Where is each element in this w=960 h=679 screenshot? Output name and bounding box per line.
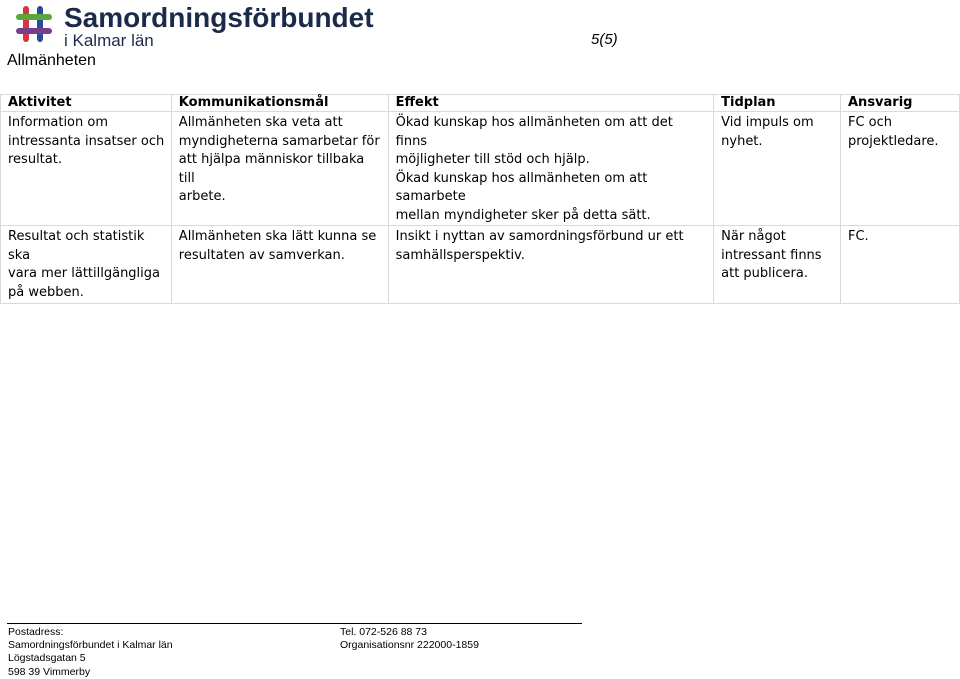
cell-text: intressanta insatser och (8, 133, 165, 149)
cell-text: arbete. (178, 189, 226, 204)
footer-line: Postadress: (8, 626, 64, 638)
column-header-effekt: Effekt (388, 95, 714, 112)
table-header-row (1, 95, 960, 112)
cell-kommunikationsmal (171, 226, 388, 304)
cell-text: När något (721, 229, 786, 244)
communication-plan-table (0, 94, 960, 304)
footer-line: Samordningsförbundet i Kalmar län (8, 639, 173, 652)
cell-text: nyhet. (721, 133, 763, 149)
cell-ansvarig (841, 226, 960, 304)
cell-text: Insikt i nyttan av samordningsförbund ur ett (395, 229, 684, 244)
cell-text: intressant finns (721, 247, 822, 263)
column-header-ansvarig: Ansvarig (841, 95, 960, 112)
page-number: 5(5) (591, 31, 618, 48)
cell-ansvarig (841, 112, 960, 226)
footer-address (8, 626, 173, 679)
cell-text: samhällsperspektiv. (395, 247, 525, 263)
cell-tidplan (714, 226, 841, 304)
cell-text: resultat. (8, 152, 62, 167)
cell-text: Allmänheten ska veta att (178, 115, 343, 130)
column-header-aktivitet: Aktivitet (1, 95, 172, 112)
cell-text: FC. (848, 229, 869, 244)
column-header-tidplan: Tidplan (714, 95, 841, 112)
footer-line: Lögstadsgatan 5 (8, 652, 86, 665)
cell-text: Allmänheten ska lätt kunna se (178, 229, 377, 244)
cell-text: myndigheterna samarbetar för (178, 133, 380, 149)
cell-aktivitet (1, 226, 172, 304)
page-title: Allmänheten (7, 52, 96, 69)
cell-text: att hjälpa människor tillbaka till (178, 152, 365, 186)
cell-aktivitet (1, 112, 172, 226)
cell-text: vara mer lättillgängliga (8, 266, 161, 281)
table-row (1, 112, 960, 226)
footer-phone: Tel. 072-526 88 73 (340, 626, 427, 638)
cell-text: mellan myndigheter sker på detta sätt. (395, 207, 651, 223)
footer-line: 598 39 Vimmerby (8, 665, 91, 678)
table-row (1, 226, 960, 304)
cell-text: Vid impuls om (721, 115, 814, 130)
cell-text: Ökad kunskap hos allmänheten om att samarbete (395, 170, 648, 204)
logo-title: Samordningsförbundet (64, 2, 374, 33)
cell-effekt (388, 226, 714, 304)
cell-effekt (388, 112, 714, 226)
cell-kommunikationsmal (171, 112, 388, 226)
logo-subtitle: i Kalmar län (64, 31, 154, 50)
cell-text: att publicera. (721, 266, 808, 281)
cell-text: Ökad kunskap hos allmänheten om att det finns (395, 115, 673, 149)
logo (14, 2, 374, 50)
footer-divider (7, 623, 582, 624)
cell-text: möjligheter till stöd och hjälp. (395, 152, 590, 167)
cell-text: resultaten av samverkan. (178, 247, 345, 263)
cell-text: projektledare. (848, 133, 939, 149)
cell-text: Information om (8, 115, 109, 130)
footer-org-number: Organisationsnr 222000-1859 (340, 639, 479, 652)
footer-contact (340, 626, 479, 652)
column-header-kommunikationsmal: Kommunikationsmål (171, 95, 388, 112)
cell-text: Resultat och statistik ska (8, 229, 145, 263)
logo-mark-icon (14, 4, 54, 44)
cell-text: på webben. (8, 284, 84, 300)
cell-tidplan (714, 112, 841, 226)
cell-text: FC och (848, 115, 893, 130)
